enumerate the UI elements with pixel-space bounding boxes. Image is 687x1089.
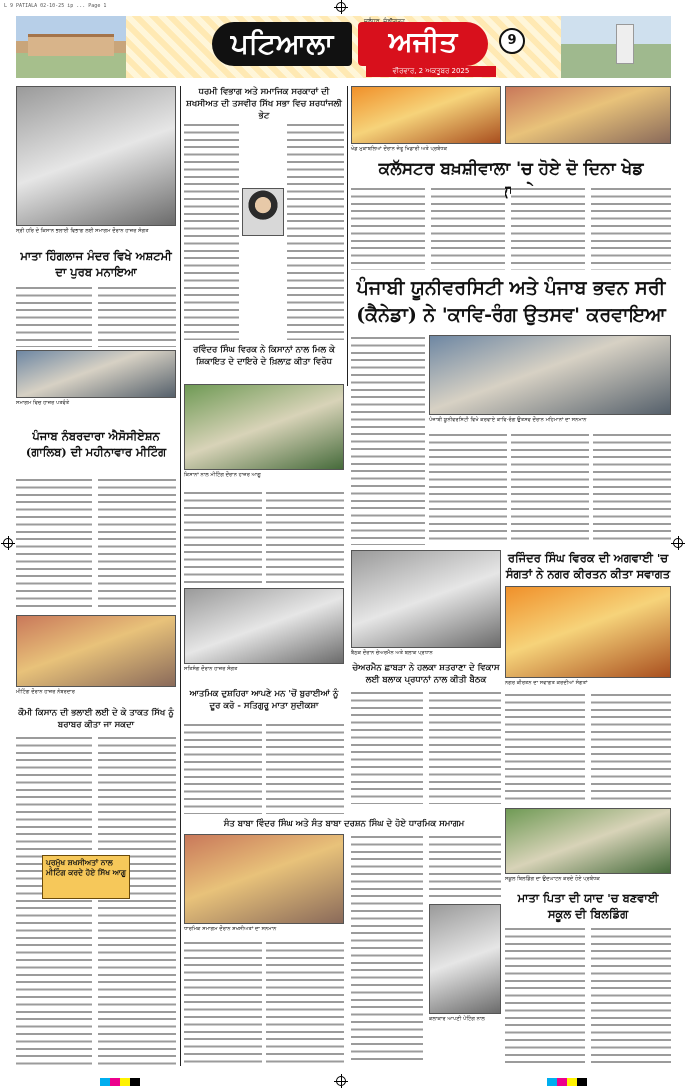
text-atmik-1 bbox=[184, 722, 262, 814]
text-kaumi-2 bbox=[98, 735, 176, 1065]
caption-mata: ਸਮਾਗਮ ਵਿਚ ਹਾਜ਼ਰ ਪਤਵੰਤੇ bbox=[16, 400, 70, 406]
registration-mark-left bbox=[3, 538, 13, 548]
headline-kaumi: ਕੌਮੀ ਕਿਸਾਨ ਦੀ ਭਲਾਈ ਲਈ ਦੇ ਕੇ ਤਾਕਤ ਸਿੱਖ ਨੂੰ ਬਰਾਬਰ ਕੀਤਾ ਜਾ ਸਕਦਾ bbox=[18, 708, 174, 730]
caption-baba: ਧਾਰਮਿਕ ਸਮਾਗਮ ਦੌਰਾਨ ਸ਼ਖਸੀਅਤਾਂ ਦਾ ਸਨਮਾਨ bbox=[184, 926, 277, 932]
text-mata-2 bbox=[98, 285, 176, 347]
text-school-2 bbox=[591, 926, 671, 1065]
text-baba-2 bbox=[266, 940, 344, 1065]
text-numberdar-2 bbox=[98, 477, 176, 612]
photo-artist bbox=[429, 904, 501, 1014]
text-top-center-2 bbox=[287, 122, 344, 340]
caption-ravinder: ਕਿਸਾਨਾਂ ਨਾਲ ਮੀਟਿੰਗ ਦੌਰਾਨ ਹਾਜ਼ਰ ਆਗੂ bbox=[184, 472, 261, 478]
headline-chairman: ਚੇਅਰਮੈਨ ਛਾਬੜਾ ਨੇ ਹਲਕਾ ਸ਼ਤਰਾਣਾ ਦੇ ਵਿਕਾਸ ਲਈ ਬਲਾਕ ਪ੍ਰਧਾਨਾਂ ਨਾਲ ਕੀਤੀ ਬੈਠਕ bbox=[352, 663, 500, 685]
headline-numberdar: ਪੰਜਾਬ ਨੰਬਰਦਾਰਾ ਐਸੋਸੀਏਸ਼ਨ (ਗਾਲਿਬ) ਦੀ ਮਹੀਨਾਵਾਰ ਮੀਟਿੰਗ bbox=[25, 429, 167, 459]
text-university-1 bbox=[351, 335, 425, 545]
caption-artist: ਕਲਾਕਾਰ ਆਪਣੀ ਪੇਂਟਿੰਗ ਨਾਲ bbox=[429, 1016, 485, 1022]
text-school-1 bbox=[505, 926, 585, 1065]
photo-top-left bbox=[16, 86, 176, 226]
photo-ravinder bbox=[184, 384, 344, 470]
text-collector-2 bbox=[431, 186, 505, 270]
text-kaumi-1 bbox=[16, 735, 92, 1065]
column-rule-1 bbox=[180, 86, 181, 1066]
text-rajinder-2 bbox=[591, 692, 671, 804]
photo-baba bbox=[184, 834, 344, 924]
photo-university bbox=[429, 335, 671, 415]
headline-atmik: ਆਤਮਿਕ ਦੁਸ਼ਹਿਰਾ ਆਪਣੇ ਮਨ 'ਚੋਂ ਬੁਰਾਈਆਂ ਨੂੰ ਦੂਰ ਕਰੋ - ਸਤਿਗੁਰੂ ਮਾਤਾ ਸੁਦੀਕਸ਼ਾ bbox=[189, 689, 339, 711]
registration-mark-bottom bbox=[336, 1076, 346, 1086]
headline-mata: ਮਾਤਾ ਹਿੰਗਲਾਜ ਮੰਦਰ ਵਿਖੇ ਅਸ਼ਟਮੀ ਦਾ ਪੁਰਬ ਮਨਾਇਆ bbox=[20, 249, 172, 279]
text-baba-3 bbox=[351, 834, 423, 1065]
masthead bbox=[16, 16, 671, 78]
registration-mark-right bbox=[673, 538, 683, 548]
photo-chairman bbox=[184, 588, 344, 664]
text-ravinder-1 bbox=[184, 490, 262, 586]
print-header: L 9 PATIALA 02-10-25 ip ... Page 1 bbox=[4, 3, 107, 9]
text-collector-1 bbox=[351, 186, 425, 270]
text-rajinder-1 bbox=[505, 692, 585, 804]
page-number: 9 bbox=[499, 28, 525, 54]
caption-chairman: ਬੈਠਕ ਦੌਰਾਨ ਚੇਅਰਮੈਨ ਅਤੇ ਬਲਾਕ ਪ੍ਰਧਾਨ bbox=[351, 650, 433, 656]
caption-numberdar: ਮੀਟਿੰਗ ਦੌਰਾਨ ਹਾਜ਼ਰ ਨੰਬਰਦਾਰ bbox=[16, 689, 76, 695]
masthead-photo-left bbox=[16, 16, 126, 78]
photo-chairman-meeting bbox=[351, 550, 501, 648]
caption-school: ਸਕੂਲ ਬਿਲਡਿੰਗ ਦਾ ਉਦਘਾਟਨ ਕਰਦੇ ਹੋਏ ਪ੍ਰਬੰਧਕ bbox=[505, 876, 600, 882]
headline-collector: ਕਲੱਸਟਰ ਬਖ਼ਸ਼ੀਵਾਲਾ 'ਚ ਹੋਏ ਦੋ ਦਿਨਾ ਖੇਡ bbox=[378, 159, 644, 179]
caption-collector: ਖੇਡ ਮੁਕਾਬਲਿਆਂ ਦੌਰਾਨ ਜੇਤੂ ਖਿਡਾਰੀ ਅਤੇ ਪ੍ਰਬੰਧਕ bbox=[351, 146, 448, 152]
photo-school bbox=[505, 808, 671, 874]
headline-baba: ਸੰਤ ਬਾਬਾ ਵਿੰਦਰ ਸਿੰਘ ਅਤੇ ਸੰਤ ਬਾਬਾ ਦਰਸ਼ਨ ਸਿੰਘ ਦੇ ਹੋਏ ਧਾਰਮਿਕ ਸਮਾਗਮ bbox=[223, 819, 465, 829]
photo-rajinder bbox=[505, 586, 671, 678]
brand-name: ਅਜੀਤ bbox=[358, 22, 488, 66]
caption-atmik: ਸਤਿਸੰਗ ਦੌਰਾਨ ਹਾਜ਼ਰ ਸੰਗਤ bbox=[184, 666, 238, 672]
text-ravinder-2 bbox=[266, 490, 344, 586]
text-mata-1 bbox=[16, 285, 92, 347]
headline-university: ਪੰਜਾਬੀ ਯੂਨੀਵਰਸਿਟੀ ਅਤੇ ਪੰਜਾਬ ਭਵਨ ਸਰੀ (ਕੈਨੇਡਾ) ਨੇ 'ਕਾਵਿ-ਰੰਗ ਉਤਸਵ' ਕਰਵਾਇਆ bbox=[356, 277, 666, 326]
text-baba-4 bbox=[429, 834, 501, 900]
registration-mark-top bbox=[336, 2, 346, 12]
portrait-top-center bbox=[242, 188, 284, 236]
text-collector-4 bbox=[591, 186, 671, 270]
text-chairman-1 bbox=[351, 690, 423, 804]
masthead-banner bbox=[126, 16, 561, 78]
photo-numberdar bbox=[16, 615, 176, 687]
text-baba-1 bbox=[184, 940, 262, 1065]
text-numberdar-1 bbox=[16, 477, 92, 612]
text-university-2 bbox=[429, 432, 507, 545]
text-university-3 bbox=[511, 432, 589, 545]
photo-collector-right bbox=[505, 86, 671, 144]
caption-university: ਪੰਜਾਬੀ ਯੂਨੀਵਰਸਿਟੀ ਵਿਖੇ ਕਰਵਾਏ ਕਾਵਿ-ਰੰਗ ਉਤਸਵ ਦੌਰਾਨ ਮਹਿਮਾਨਾਂ ਦਾ ਸਨਮਾਨ bbox=[429, 417, 587, 423]
headline-school: ਮਾਤਾ ਪਿਤਾ ਦੀ ਯਾਦ 'ਚ ਬਣਵਾਈ ਸਕੂਲ ਦੀ ਬਿਲਡਿੰਗ bbox=[517, 891, 659, 921]
caption-rajinder: ਨਗਰ ਕੀਰਤਨ ਦਾ ਸਵਾਗਤ ਕਰਦੀਆਂ ਸੰਗਤਾਂ bbox=[505, 680, 588, 686]
color-bar-left bbox=[100, 1078, 140, 1086]
photo-mata bbox=[16, 350, 176, 398]
text-atmik-2 bbox=[266, 722, 344, 814]
headline-ravinder: ਰਵਿੰਦਰ ਸਿੰਘ ਵਿਰਕ ਨੇ ਕਿਸਾਨਾਂ ਨਾਲ ਮਿਲ ਕੇ ਸ਼ਿਕਾਇਤ ਦੇ ਦਾਇਰੇ ਦੇ ਖ਼ਿਲਾਫ਼ ਕੀਤਾ ਵਿਰੋਧ bbox=[193, 345, 335, 367]
color-bar-right bbox=[547, 1078, 587, 1086]
headline-rajinder: ਰਜਿੰਦਰ ਸਿੰਘ ਵਿਰਕ ਦੀ ਅਗਵਾਈ 'ਚ ਸੰਗਤਾਂ ਨੇ ਨਗਰ ਕੀਰਤਨ ਕੀਤਾ ਸਵਾਗਤ bbox=[505, 551, 671, 581]
text-university-4 bbox=[593, 432, 671, 545]
headline-top-center: ਧਰਮੀ ਵਿਭਾਗ ਅਤੇ ਸਮਾਜਿਕ ਸਰਕਾਰਾਂ ਦੀ ਸ਼ਖਸੀਅਤ ਦੀ ਤਸਵੀਰ ਸਿੱਖ ਸਭਾ ਵਿਚ ਸ਼ਰਧਾਂਜਲੀ ਭੇਟ bbox=[186, 87, 342, 121]
text-top-center-1 bbox=[184, 122, 239, 340]
text-chairman-2 bbox=[429, 690, 501, 804]
highlight-box-kaumi: ਪ੍ਰਮੁੱਖ ਸ਼ਖਸੀਅਤਾਂ ਨਾਲ ਮੀਟਿੰਗ ਕਰਦੇ ਹੋਏ ਸਿੱਖ ਆਗੂ bbox=[42, 855, 130, 899]
masthead-photo-right bbox=[561, 16, 671, 78]
masthead-date: ਵੀਰਵਾਰ, 2 ਅਕਤੂਬਰ 2025 bbox=[366, 66, 496, 77]
text-collector-3 bbox=[511, 186, 585, 270]
city-name: ਪਟਿਆਲਾ bbox=[212, 22, 352, 66]
photo-collector-left bbox=[351, 86, 501, 144]
column-rule-2 bbox=[347, 86, 348, 386]
caption-top-left: ਸ੍ਰੀ ਹਰਿ ਦੇ ਕਿਸਾਨ ਭਲਾਈ ਵਿਭਾਗ ਲਈ ਸਮਾਗਮ ਦੌਰਾਨ ਹਾਜ਼ਰ ਸੰਗਤ bbox=[16, 228, 149, 234]
